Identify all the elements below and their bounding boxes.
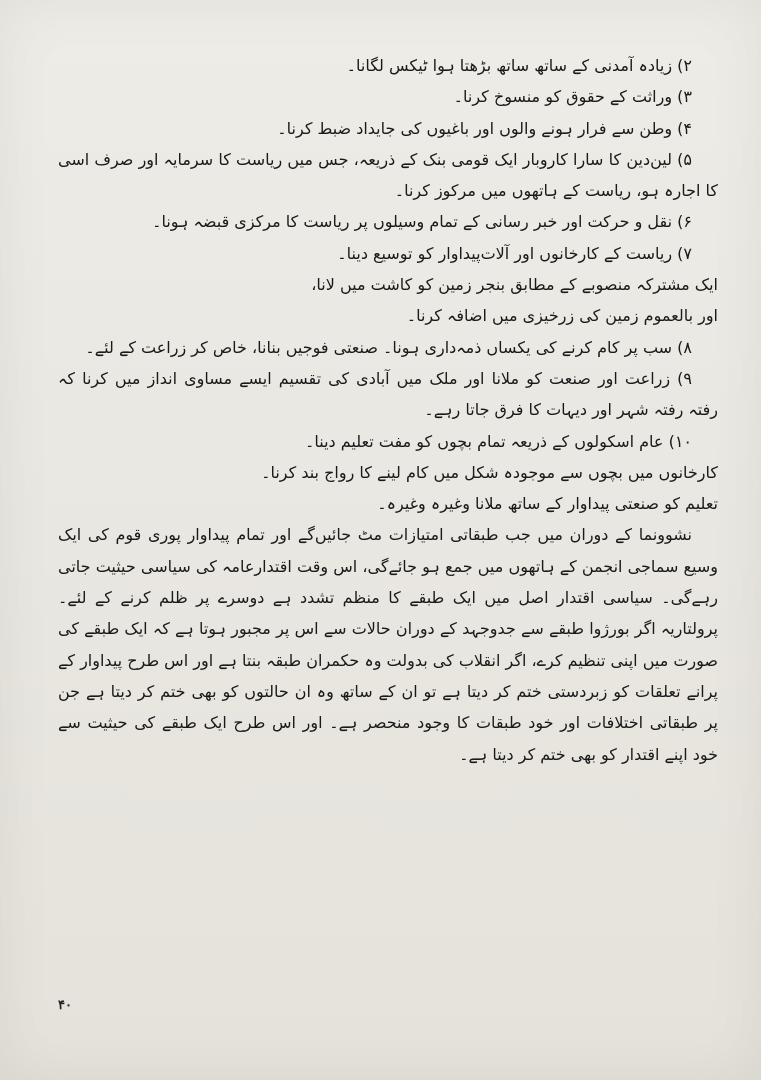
list-item-2: ۲) زیادہ آمدنی کے ساتھ ساتھ بڑھتا ہوا ٹیکس لگانا۔ xyxy=(346,56,692,75)
page-number: ۴۰ xyxy=(58,998,72,1013)
list-item-4: ۴) وطن سے فرار ہونے والوں اور باغیوں کی جایداد ضبط کرنا۔ xyxy=(277,118,692,138)
list-item-10: ۱۰) عام اسکولوں کے ذریعہ تمام بچوں کو مفت تعلیم دینا۔ xyxy=(305,431,692,451)
list-item-7-line: ایک مشترکہ منصوبے کے مطابق بنجر زمین کو کاشت میں لانا، xyxy=(311,275,718,295)
page-body-text xyxy=(58,50,718,770)
list-item-7-line: اور بالعموم زمین کی زرخیزی میں اضافہ کرنا۔ xyxy=(406,306,718,326)
list-item-10-line: تعلیم کو صنعتی پیداوار کے ساتھ ملانا وغیرہ وغیرہ۔ xyxy=(377,494,718,514)
list-item-8: ۸) سب پر کام کرنے کی یکساں ذمہ‌داری ہونا۔ صنعتی فوجیں بنانا، خاص کر زراعت کے لئے۔ xyxy=(85,337,692,357)
list-item-5: ۵) لین‌دین کا سارا کاروبار ایک قومی بنک کے ذریعہ، جس میں ریاست کا سرمایہ اور صرف اسی کا اجارہ ہو، ریاست کے ہاتھوں میں مرکوز کرنا۔ xyxy=(58,149,718,201)
closing-paragraph: نشوونما کے دوران میں جب طبقاتی امتیازات مٹ جائیں‌گے اور تمام پیداوار پوری قوم کی ایک وسیع سماجی انجمن کے ہاتھوں میں جمع ہو جائےگی، اس وقت اقتدارعامہ کی سیاسی حیثیت جاتی رہےگی۔ سیاسی اقتدار اصل میں ایک طبقے کا منظم تشدد ہے دوسرے پر ظلم کرنے کے لئے۔ پرولتاریہ اگر بورژوا طبقے سے جدوجہد کے دوران حالات سے اس پر مجبور ہوتا ہے کہ ایک طبقے کی صورت میں اپنی تنظیم کرے، اگر انقلاب کی بدولت وہ حکمران طبقہ بنتا ہے اور اس طرح پیداوار کے پرانے تعلقات کو زبردستی ختم کر دیتا ہے تو ان کے ساتھ وہ ان حالتوں کو بھی ختم کر دیتا ہے جن پر طبقاتی اختلافات اور خود طبقات کا وجود منحصر ہے۔ اور اس طرح ایک طبقے کی حیثیت سے خود اپنے اقتدار کو بھی ختم کر دیتا ہے۔ xyxy=(58,525,718,764)
list-item-6: ۶) نقل و حرکت اور خبر رسانی کے تمام وسیلوں پر ریاست کا مرکزی قبضہ ہونا۔ xyxy=(152,212,692,232)
list-item-10-line: کارخانوں میں بچوں سے موجودہ شکل میں کام لینے کا رواج بند کرنا۔ xyxy=(261,462,718,482)
list-item-7: ۷) ریاست کے کارخانوں اور آلات‌پیداوار کو توسیع دینا۔ xyxy=(337,243,692,263)
list-item-9: ۹) زراعت اور صنعت کو ملانا اور ملک میں آبادی کی تقسیم ایسے مساوی انداز میں کرنا کہ رفتہ رفتہ شہر اور دیہات کا فرق جاتا رہے۔ xyxy=(58,368,718,420)
list-item-3: ۳) وراثت کے حقوق کو منسوخ کرنا۔ xyxy=(453,87,692,107)
